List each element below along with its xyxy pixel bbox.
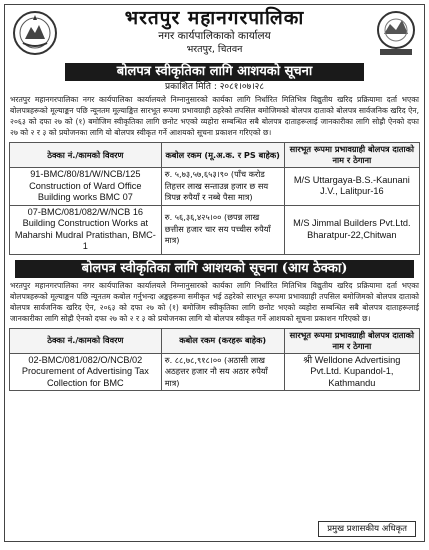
table-header-row <box>10 143 420 168</box>
column-header: कबोल रकम (मू.अ.क. र PS बाहेक) <box>161 143 284 168</box>
amount-cell: रु. ८८,७८,९१८।०० (अठासी लाख अठहत्तर हजार नौ सय अठार रुपैयाँ मात्र) <box>161 353 284 391</box>
table-row <box>10 353 420 391</box>
notice-title-revenue: बोलपत्र स्वीकृतिका लागि आशयको सूचना (आय ठेक्का) <box>15 260 414 278</box>
column-header: ठेक्का नं./कामको विवरण <box>10 328 162 353</box>
column-header: कबोल रकम (करहरू बाहेक) <box>161 328 284 353</box>
bidder-cell: M/S Uttargaya-B.S.-Kaunani J.V., Lalitpur-16 <box>284 168 419 206</box>
notice-paragraph-revenue: भरतपुर महानगरपालिका नगर कार्यपालिका कार्यालयले निम्नानुसारको कार्यका लागि निर्धारित मितिभित्र विद्युतीय खरिद प्रक्रियामा दर्ता भएका बोलपत्रहरूको मूल्याङ्कन पछि न्यूनतम कबोल गर्नुभन्दा अङ्कहरूमा समीकृत भई ठहरेको सारभूत रूपमा प्रभावग्राही तपसिल बमोजिमको बोलपत्र दाताको बोलपत्र सार्वजनिक खरिद ऐन, २०६३ को दफा २७ को (१) बमोजिम स्वीकृतिका लागि छनोट भएको व्यहोरा सम्बन्धित सबै बोलपत्र दाताहरूलाई जानकारीका लागि सोह्रौ ऐनको दफा २७ को २ र ३ को प्रयोजनका लागि यो बोलपत्र स्वीकृत गर्ने आशयको सूचना प्रकाशन गरिएको छ। <box>10 280 419 323</box>
table-row <box>10 168 420 206</box>
contract-cell: 91-BMC/80/81/W/NCB/125 Construction of Ward Office Building works BMC 07 <box>10 168 162 206</box>
contract-cell: 07-BMC/081/082/W/NCB 16 Building Construction Works at Maharshi Mudral Pratisthan, BMC-1 <box>10 205 162 254</box>
office-name: नगर कार्यपालिकाको कार्यालय <box>158 30 271 42</box>
contracts-table <box>9 142 420 255</box>
column-header: ठेक्का नं./कामको विवरण <box>10 143 162 168</box>
org-name: भरतपुर महानगरपालिका <box>124 7 305 29</box>
notice-page <box>4 4 425 542</box>
bidder-cell: श्री Welldone Advertising Pvt.Ltd. Kupandol-1, Kathmandu <box>284 353 419 391</box>
column-header: सारभूत रूपमा प्रभावग्राही बोलपत्र दाताको नाम र ठेगाना <box>284 328 419 353</box>
table-row <box>10 205 420 254</box>
column-header: सारभूत रूपमा प्रभावग्राही बोलपत्र दाताको नाम र ठेगाना <box>284 143 419 168</box>
amount-cell: रु. ५,७३,५७,६५३।९० (पाँच करोड तिहत्तर लाख सन्ताउन्न हजार छ सय त्रिपन्न रुपैयाँ र नब्बे पैसा मात्र) <box>161 168 284 206</box>
signatory-label: प्रमुख प्रशासकीय अधिकृत <box>318 521 416 537</box>
table-header-row <box>10 328 420 353</box>
contract-cell: 02-BMC/081/082/O/NCB/02 Procurement of Advertising Tax Collection for BMC <box>10 353 162 391</box>
header <box>5 5 424 63</box>
bidder-cell: M/S Jimmal Builders Pvt.Ltd. Bharatpur-22,Chitwan <box>284 205 419 254</box>
notice-title: बोलपत्र स्वीकृतिका लागि आशयको सूचना <box>65 63 364 81</box>
nepal-emblem-icon <box>11 9 59 57</box>
amount-cell: रु. ५६,३६,४२५।०० (छपन्न लाख छत्तीस हजार चार सय पच्चीस रुपैयाँ मात्र) <box>161 205 284 254</box>
municipality-seal-icon <box>374 8 418 58</box>
revenue-contracts-table <box>9 328 420 392</box>
notice-paragraph: भरतपुर महानगरपालिका नगर कार्यपालिका कार्यालयले निम्नानुसारको कार्यका लागि निर्धारित मितिभित्र विद्युतीय खरिद प्रक्रियामा दर्ता भएका बोलपत्रहरूको मूल्याङ्कन पछि न्यूनतम मूल्याङ्कित सारभूत रूपमा प्रभावग्राही ठहरेको तपसिल बमोजिमको बोलपत्र दाताको बोलपत्र सार्वजनिक खरिद ऐन, २०६३ को दफा २७ को (१) बमोजिम स्वीकृतिका लागि छनोट भएको व्यहोरा सम्बन्धित सबै बोलपत्र दाताहरूलाई जानकारीका लागि सोह्रौ ऐनको दफा २७ को २ र ३ को प्रयोजनका लागि यो बोलपत्र स्वीकृत गर्ने आशयको सूचना प्रकाशन गरिएको छ। <box>10 95 419 137</box>
publication-date: प्रकाशित मिति : २०८१।०७।२८ <box>165 82 264 92</box>
office-location: भरतपुर, चितवन <box>186 44 243 55</box>
